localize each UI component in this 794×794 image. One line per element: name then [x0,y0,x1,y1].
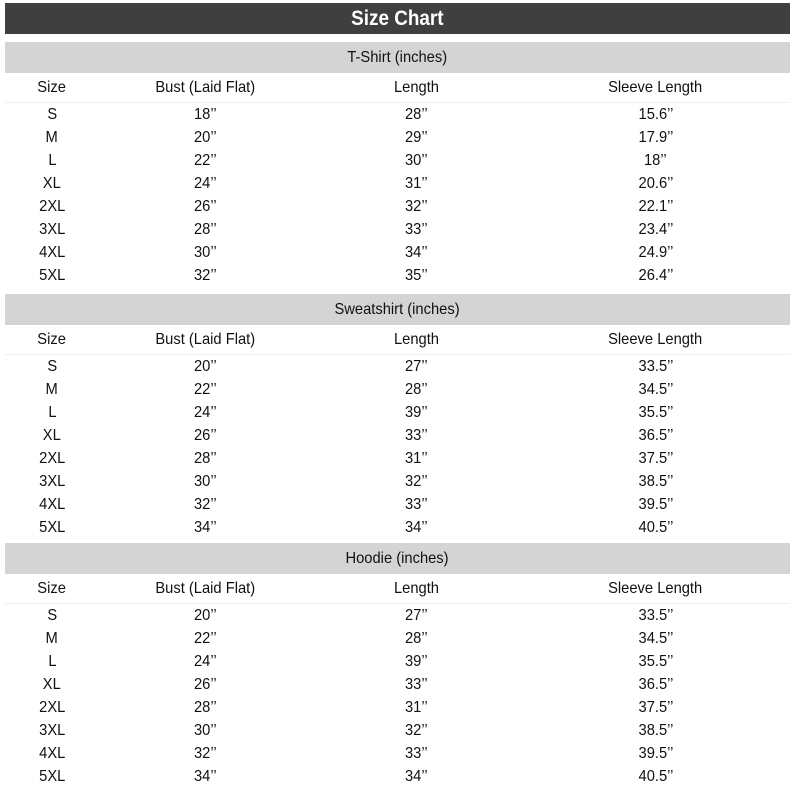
table-cell-size [5,519,99,537]
table-cell-size [5,630,99,648]
cell-value: 32’’ [193,266,217,284]
table-cell-size [5,404,99,422]
column-header-label: Bust (Laid Flat) [155,579,255,597]
table-cell-length [311,607,521,625]
cell-value: 36.5’’ [638,675,673,693]
cell-value: 34’’ [193,767,217,785]
table-row [5,604,790,627]
cell-value: 32’’ [193,495,217,513]
cell-value: 4XL [38,243,66,261]
cell-value: 34’’ [404,767,428,785]
size-table-t-shirt [5,42,790,287]
table-cell-sleeve-length [521,768,790,786]
cell-value: 23.4’’ [638,220,673,238]
cell-value: 32’’ [404,721,428,739]
table-cell-size [5,129,99,147]
table-cell-bust-laid-flat [99,496,311,514]
cell-value: L [47,151,57,169]
cell-value: 28’’ [193,220,217,238]
cell-value: 20’’ [193,357,217,375]
table-row [5,264,790,287]
table-cell-length [311,221,521,239]
table-row [5,126,790,149]
table-cell-size [5,358,99,376]
table-cell-length [311,381,521,399]
table-cell-length [311,267,521,285]
size-table-hoodie [5,543,790,788]
table-cell-bust-laid-flat [99,722,311,740]
cell-value: 18’’ [644,151,667,169]
column-header-label: Size [37,330,67,348]
table-cell-size [5,653,99,671]
cell-value: M [45,128,59,146]
cell-value: 3XL [38,220,66,238]
table-cell-size [5,175,99,193]
table-cell-length [311,630,521,648]
column-header-size [5,580,99,598]
table-cell-size [5,106,99,124]
cell-value: 30’’ [193,472,217,490]
table-cell-size [5,198,99,216]
column-header-bust-laid-flat [99,331,311,349]
table-cell-bust-laid-flat [99,653,311,671]
table-row [5,493,790,516]
cell-value: 5XL [38,518,66,536]
table-cell-sleeve-length [521,450,790,468]
column-header-label: Sleeve Length [608,78,703,96]
cell-value: 22’’ [193,380,217,398]
cell-value: 33’’ [404,220,428,238]
cell-value: 33’’ [404,495,428,513]
cell-value: 5XL [38,266,66,284]
cell-value: 31’’ [404,698,428,716]
cell-value: 24’’ [193,652,217,670]
table-cell-sleeve-length [521,722,790,740]
column-header-sleeve-length [521,580,790,598]
table-row [5,355,790,378]
column-header-bust-laid-flat [99,79,311,97]
cell-value: 5XL [38,767,66,785]
section-heading-label: Hoodie (inches) [345,549,450,567]
table-cell-bust-laid-flat [99,404,311,422]
table-cell-sleeve-length [521,106,790,124]
table-cell-sleeve-length [521,381,790,399]
cell-value: 39’’ [404,652,428,670]
table-cell-sleeve-length [521,152,790,170]
column-header-length [311,580,521,598]
cell-value: XL [42,426,61,444]
table-cell-length [311,404,521,422]
table-cell-length [311,175,521,193]
table-cell-bust-laid-flat [99,129,311,147]
cell-value: 33.5’’ [638,357,673,375]
cell-value: 26’’ [193,675,217,693]
cell-value: 31’’ [404,449,428,467]
cell-value: 24.9’’ [638,243,673,261]
column-header-label: Size [37,579,67,597]
cell-value: 39.5’’ [638,744,673,762]
cell-value: 22’’ [193,151,217,169]
cell-value: 30’’ [193,243,217,261]
cell-value: 35.5’’ [638,403,673,421]
cell-value: 39.5’’ [638,495,673,513]
table-cell-bust-laid-flat [99,244,311,262]
cell-value: 18’’ [193,105,217,123]
table-cell-sleeve-length [521,676,790,694]
cell-value: 33.5’’ [638,606,673,624]
cell-value: 37.5’’ [638,449,673,467]
cell-value: 20’’ [193,606,217,624]
cell-value: 3XL [38,472,66,490]
table-cell-bust-laid-flat [99,152,311,170]
column-header-label: Bust (Laid Flat) [155,330,255,348]
table-cell-size [5,699,99,717]
cell-value: 30’’ [404,151,428,169]
cell-value: 27’’ [404,357,428,375]
table-cell-sleeve-length [521,519,790,537]
table-row [5,516,790,539]
cell-value: 2XL [38,698,66,716]
table-row [5,401,790,424]
cell-value: L [47,403,57,421]
column-header-label: Length [393,579,439,597]
cell-value: 4XL [38,495,66,513]
cell-value: 22’’ [193,629,217,647]
section-heading [5,543,790,574]
table-cell-bust-laid-flat [99,221,311,239]
table-cell-length [311,745,521,763]
column-header-label: Bust (Laid Flat) [155,78,255,96]
table-row [5,378,790,401]
table-row [5,673,790,696]
cell-value: 33’’ [404,744,428,762]
cell-value: 33’’ [404,426,428,444]
table-cell-sleeve-length [521,404,790,422]
table-row [5,447,790,470]
table-cell-bust-laid-flat [99,699,311,717]
cell-value: 34’’ [193,518,217,536]
table-cell-sleeve-length [521,267,790,285]
table-row [5,650,790,673]
table-row [5,765,790,788]
cell-value: 29’’ [404,128,428,146]
table-cell-length [311,198,521,216]
section-heading-label: Sweatshirt (inches) [334,300,461,318]
table-cell-bust-laid-flat [99,473,311,491]
table-cell-length [311,152,521,170]
cell-value: XL [42,675,61,693]
cell-value: 30’’ [193,721,217,739]
cell-value: 26.4’’ [638,266,673,284]
cell-value: 22.1’’ [638,197,673,215]
table-cell-size [5,427,99,445]
cell-value: 2XL [38,449,66,467]
table-cell-size [5,607,99,625]
table-cell-size [5,768,99,786]
table-cell-length [311,129,521,147]
table-cell-sleeve-length [521,699,790,717]
column-header-label: Sleeve Length [608,579,703,597]
table-row [5,195,790,218]
table-row [5,719,790,742]
table-cell-size [5,496,99,514]
cell-value: 34.5’’ [638,380,673,398]
table-cell-sleeve-length [521,473,790,491]
table-row [5,424,790,447]
cell-value: 32’’ [404,472,428,490]
table-cell-length [311,722,521,740]
cell-value: 38.5’’ [638,472,673,490]
column-header-label: Sleeve Length [608,330,703,348]
table-cell-length [311,450,521,468]
table-cell-sleeve-length [521,653,790,671]
table-cell-bust-laid-flat [99,381,311,399]
cell-value: 28’’ [193,449,217,467]
cell-value: 17.9’’ [638,128,673,146]
table-cell-length [311,676,521,694]
cell-value: 28’’ [193,698,217,716]
cell-value: 24’’ [193,403,217,421]
cell-value: 37.5’’ [638,698,673,716]
table-cell-length [311,427,521,445]
table-row [5,172,790,195]
section-heading [5,294,790,325]
table-cell-bust-laid-flat [99,358,311,376]
size-chart-title-bar [5,3,790,34]
cell-value: 20’’ [193,128,217,146]
table-cell-bust-laid-flat [99,745,311,763]
column-header-row [5,574,790,604]
table-cell-sleeve-length [521,630,790,648]
cell-value: S [47,105,57,123]
table-row [5,696,790,719]
table-cell-size [5,244,99,262]
table-cell-size [5,221,99,239]
column-header-length [311,79,521,97]
cell-value: S [47,606,57,624]
table-cell-length [311,768,521,786]
table-cell-bust-laid-flat [99,450,311,468]
cell-value: 34’’ [404,518,428,536]
page-title: Size Chart [351,6,444,30]
cell-value: S [47,357,57,375]
column-header-sleeve-length [521,331,790,349]
cell-value: 35’’ [404,266,428,284]
table-row [5,742,790,765]
cell-value: 34’’ [404,243,428,261]
cell-value: M [45,629,59,647]
table-row [5,103,790,126]
table-cell-bust-laid-flat [99,267,311,285]
table-row [5,149,790,172]
table-cell-length [311,106,521,124]
table-cell-sleeve-length [521,129,790,147]
table-cell-length [311,653,521,671]
table-cell-bust-laid-flat [99,519,311,537]
table-cell-bust-laid-flat [99,198,311,216]
cell-value: 36.5’’ [638,426,673,444]
cell-value: 35.5’’ [638,652,673,670]
cell-value: M [45,380,59,398]
size-table-sweatshirt [5,294,790,539]
cell-value: 32’’ [404,197,428,215]
table-cell-length [311,496,521,514]
cell-value: 4XL [38,744,66,762]
section-heading-label: T-Shirt (inches) [347,48,448,66]
cell-value: 33’’ [404,675,428,693]
column-header-row [5,73,790,103]
table-cell-size [5,473,99,491]
table-cell-length [311,519,521,537]
table-cell-sleeve-length [521,496,790,514]
table-cell-size [5,267,99,285]
cell-value: 3XL [38,721,66,739]
table-cell-sleeve-length [521,244,790,262]
cell-value: 26’’ [193,426,217,444]
table-row [5,627,790,650]
cell-value: 28’’ [404,380,428,398]
cell-value: 31’’ [404,174,428,192]
column-header-bust-laid-flat [99,580,311,598]
table-cell-bust-laid-flat [99,768,311,786]
table-cell-sleeve-length [521,427,790,445]
cell-value: 32’’ [193,744,217,762]
column-header-size [5,331,99,349]
table-cell-size [5,676,99,694]
table-cell-size [5,450,99,468]
table-cell-bust-laid-flat [99,175,311,193]
table-cell-size [5,381,99,399]
table-cell-length [311,358,521,376]
column-header-label: Size [37,78,67,96]
table-cell-length [311,699,521,717]
table-cell-sleeve-length [521,221,790,239]
table-cell-length [311,473,521,491]
cell-value: 24’’ [193,174,217,192]
table-row [5,241,790,264]
column-header-label: Length [393,78,439,96]
table-row [5,218,790,241]
column-header-label: Length [393,330,439,348]
table-cell-bust-laid-flat [99,106,311,124]
column-header-sleeve-length [521,79,790,97]
table-cell-bust-laid-flat [99,676,311,694]
table-cell-size [5,745,99,763]
cell-value: 2XL [38,197,66,215]
table-cell-sleeve-length [521,198,790,216]
table-cell-sleeve-length [521,358,790,376]
cell-value: 38.5’’ [638,721,673,739]
table-row [5,470,790,493]
cell-value: 27’’ [404,606,428,624]
table-cell-bust-laid-flat [99,427,311,445]
cell-value: 28’’ [404,629,428,647]
cell-value: 40.5’’ [638,518,673,536]
cell-value: 40.5’’ [638,767,673,785]
table-cell-bust-laid-flat [99,630,311,648]
column-header-row [5,325,790,355]
cell-value: XL [42,174,61,192]
table-cell-size [5,152,99,170]
table-cell-sleeve-length [521,175,790,193]
cell-value: 26’’ [193,197,217,215]
column-header-length [311,331,521,349]
cell-value: 15.6’’ [638,105,673,123]
cell-value: 28’’ [404,105,428,123]
table-cell-sleeve-length [521,745,790,763]
cell-value: L [47,652,57,670]
table-cell-size [5,722,99,740]
column-header-size [5,79,99,97]
cell-value: 34.5’’ [638,629,673,647]
cell-value: 20.6’’ [638,174,673,192]
cell-value: 39’’ [404,403,428,421]
table-cell-sleeve-length [521,607,790,625]
table-cell-bust-laid-flat [99,607,311,625]
section-heading [5,42,790,73]
table-cell-length [311,244,521,262]
